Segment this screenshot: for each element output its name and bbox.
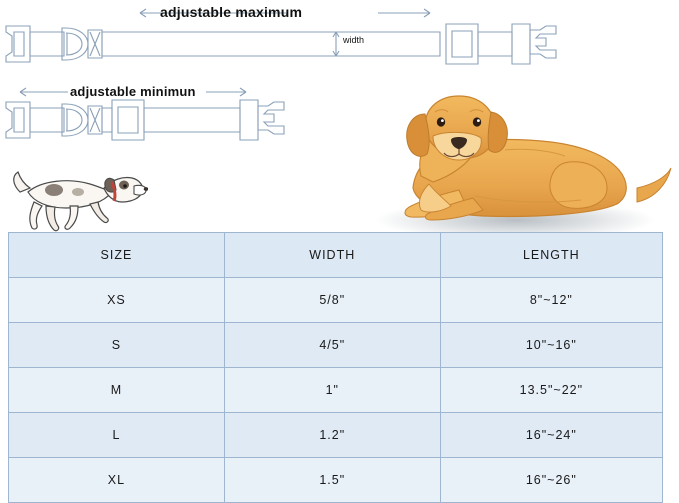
cell-width: 1" — [224, 368, 440, 413]
running-dog-illustration — [8, 158, 148, 238]
table-row — [9, 413, 663, 458]
cell-length: 8"~12" — [440, 278, 662, 323]
table-row — [9, 458, 663, 503]
cell-size: S — [9, 323, 225, 368]
cell-width: 5/8" — [224, 278, 440, 323]
cell-width: 4/5" — [224, 323, 440, 368]
cell-size: XS — [9, 278, 225, 323]
adjustable-minimum-label: adjustable minimun — [70, 84, 196, 99]
table-body — [9, 278, 663, 503]
cell-length: 13.5"~22" — [440, 368, 662, 413]
table-row — [9, 278, 663, 323]
cell-size: XL — [9, 458, 225, 503]
column-header-size: SIZE — [9, 233, 225, 278]
cell-length: 16"~26" — [440, 458, 662, 503]
width-label: width — [343, 35, 365, 45]
cell-size: L — [9, 413, 225, 458]
cell-length: 16"~24" — [440, 413, 662, 458]
lying-golden-retriever-illustration — [355, 92, 675, 242]
column-header-length: LENGTH — [440, 233, 662, 278]
running-dog-svg — [8, 158, 148, 238]
size-chart-table — [8, 232, 663, 503]
table-header-row — [9, 233, 663, 278]
column-header-width: WIDTH — [224, 233, 440, 278]
golden-retriever-svg — [355, 92, 675, 242]
table-row — [9, 323, 663, 368]
cell-size: M — [9, 368, 225, 413]
cell-width: 1.2" — [224, 413, 440, 458]
cell-length: 10"~16" — [440, 323, 662, 368]
table-row — [9, 368, 663, 413]
table-head — [9, 233, 663, 278]
cell-width: 1.5" — [224, 458, 440, 503]
adjustable-maximum-label: adjustable maximum — [160, 4, 303, 20]
